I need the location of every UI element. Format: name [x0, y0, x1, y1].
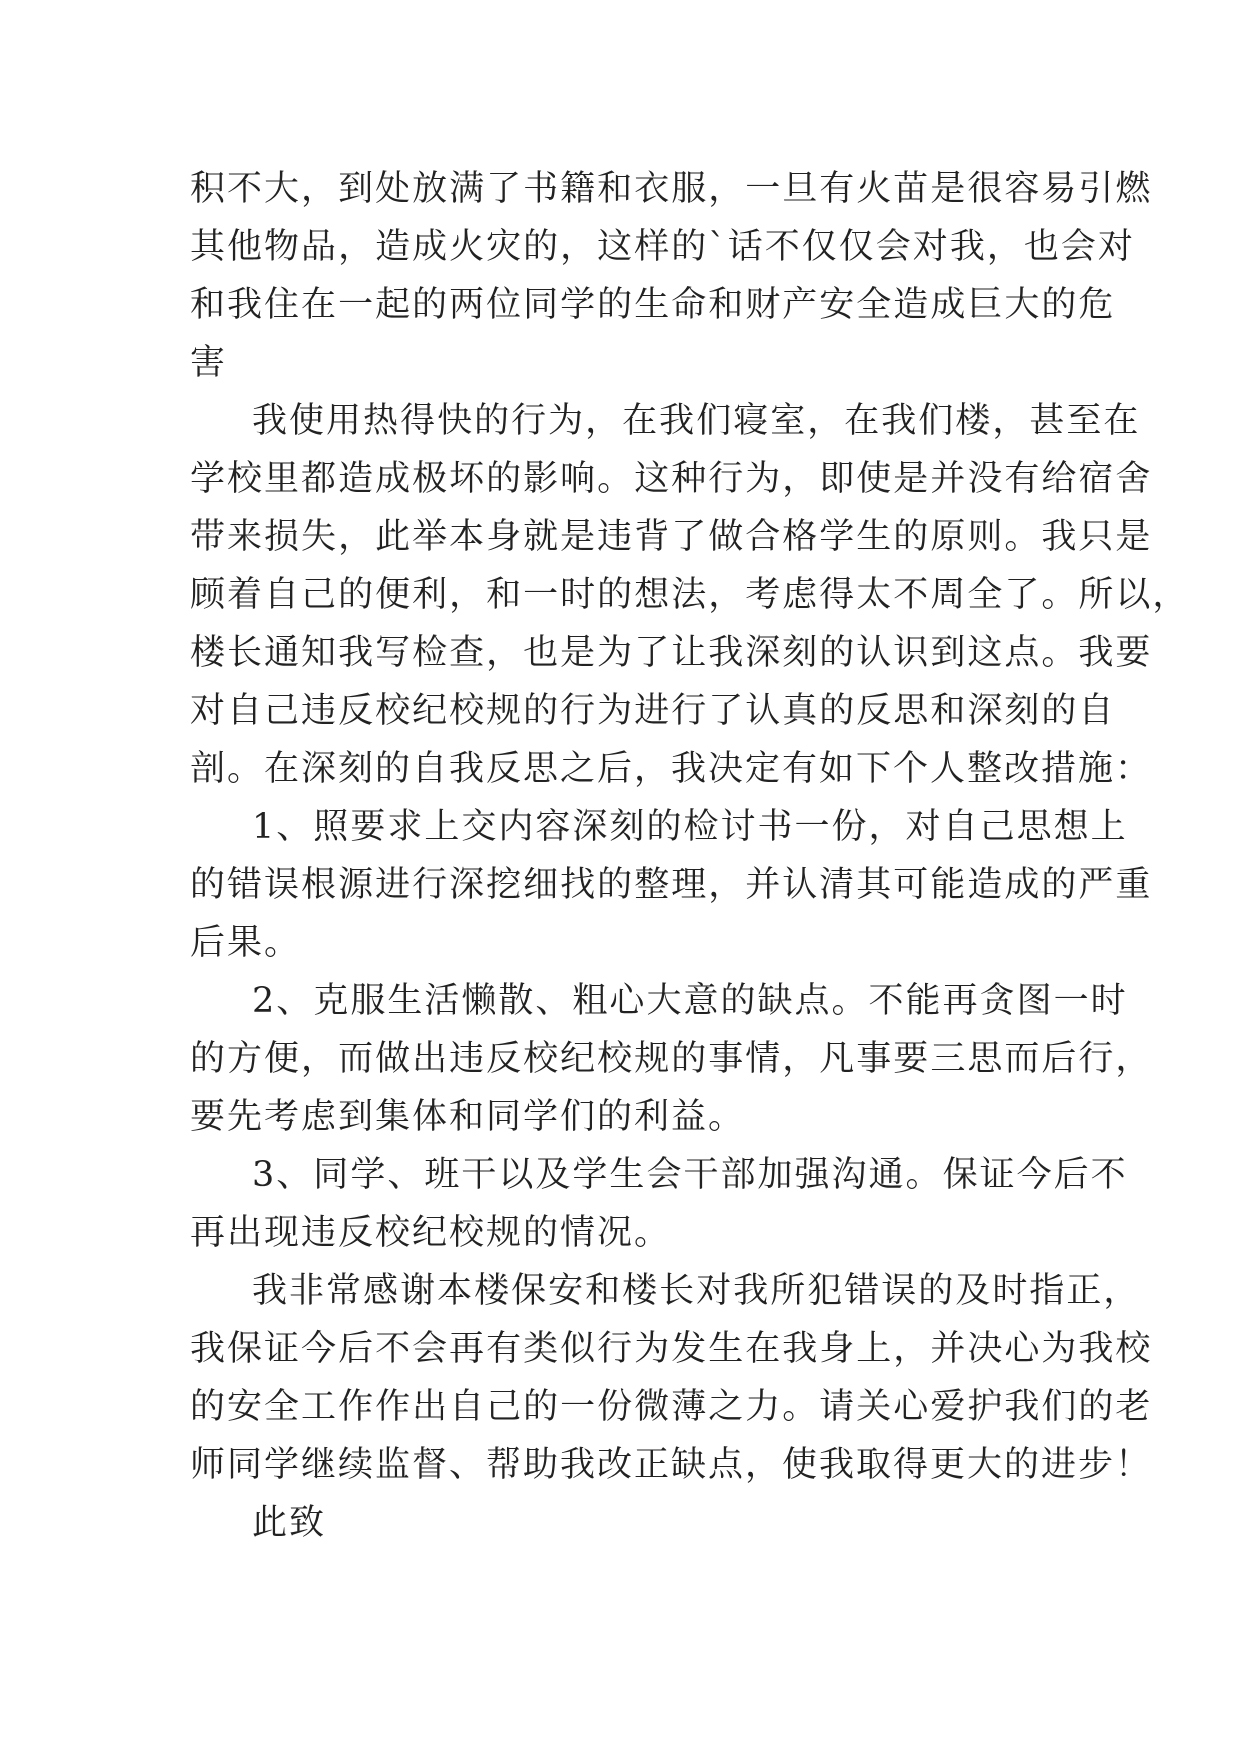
paragraph-1-line-2: 其 他 物 品 ， 造 成 火 灾 的 ， 这 样 的 ` 话 不 仅 仅 会 对 我 ， 也 会 对 — [190, 227, 1135, 267]
paragraph-1-line-1: 积 不 大 ， 到 处 放 满 了 书 籍 和 衣 服 ， 一 旦 有 火 苗 是 很 容 易 引 燃 — [190, 169, 1153, 209]
paragraph-3-line-2: 的 错 误 根 源 进 行 深 挖 细 找 的 整 理 ， 并 认 清 其 可 能 造 成 的 严 重 — [190, 865, 1153, 905]
paragraph-3-line-3: 后果。 — [190, 923, 302, 963]
paragraph-2-line-3: 带 来 损 失 ， 此 举 本 身 就 是 违 背 了 做 合 格 学 生 的 原 则 。 我 只 是 — [190, 517, 1153, 557]
paragraph-5-line-1: 3 、 同 学 、 班 干 以 及 学 生 会 干 部 加 强 沟 通 。 保 证 今 后 不 — [252, 1155, 1128, 1195]
paragraph-2-line-5: 楼 长 通 知 我 写 检 查 ， 也 是 为 了 让 我 深 刻 的 认 识 到 这 点 。 我 要 — [190, 633, 1153, 673]
paragraph-6-line-1: 我 非 常 感 谢 本 楼 保 安 和 楼 长 对 我 所 犯 错 误 的 及 时 指 正 ， — [252, 1271, 1141, 1311]
paragraph-1-line-3: 和 我 住 在 一 起 的 两 位 同 学 的 生 命 和 财 产 安 全 造 成 巨 大 的 危 — [190, 285, 1116, 325]
paragraph-1-line-4: 害 — [190, 343, 228, 383]
paragraph-6-line-2: 我 保 证 今 后 不 会 再 有 类 似 行 为 发 生 在 我 身 上 ， 并 决 心 为 我 校 — [190, 1329, 1153, 1369]
paragraph-6-line-4: 师同学继续监督、帮助我改正缺点，使我取得更大的进步！ — [190, 1445, 1153, 1485]
paragraph-2-line-2: 学 校 里 都 造 成 极 坏 的 影 响 。 这 种 行 为 ， 即 使 是 并 没 有 给 宿 舍 — [190, 459, 1153, 499]
paragraph-4-line-3: 要先考虑到集体和同学们的利益。 — [190, 1097, 746, 1137]
paragraph-2-line-6: 对 自 己 违 反 校 纪 校 规 的 行 为 进 行 了 认 真 的 反 思 和 深 刻 的 自 — [190, 691, 1116, 731]
paragraph-4-line-1: 2 、 克 服 生 活 懒 散 、 粗 心 大 意 的 缺 点 。 不 能 再 贪 图 一 时 — [252, 981, 1128, 1021]
paragraph-2-line-7: 剖。在深刻的自我反思之后，我决定有如下个人整改措施： — [190, 749, 1153, 789]
document-body — [190, 160, 1190, 1552]
paragraph-2-line-4: 顾 着 自 己 的 便 利 ， 和 一 时 的 想 法 ， 考 虑 得 太 不 周 全 了 。 所 以 ， — [190, 575, 1190, 615]
paragraph-4-line-2: 的 方 便 ， 而 做 出 违 反 校 纪 校 规 的 事 情 ， 凡 事 要 三 思 而 后 行 ， — [190, 1039, 1153, 1079]
paragraph-3-line-1: 1 、 照 要 求 上 交 内 容 深 刻 的 检 讨 书 一 份 ， 对 自 己 思 想 上 — [252, 807, 1128, 847]
paragraph-7-line-1: 此致 — [252, 1503, 327, 1543]
paragraph-6-line-3: 的 安 全 工 作 作 出 自 己 的 一 份 微 薄 之 力 。 请 关 心 爱 护 我 们 的 老 — [190, 1387, 1153, 1427]
paragraph-2-line-1: 我 使 用 热 得 快 的 行 为 ， 在 我 们 寝 室 ， 在 我 们 楼 ， 甚 至 在 — [252, 401, 1141, 441]
paragraph-5-line-2: 再出现违反校纪校规的情况。 — [190, 1213, 672, 1253]
